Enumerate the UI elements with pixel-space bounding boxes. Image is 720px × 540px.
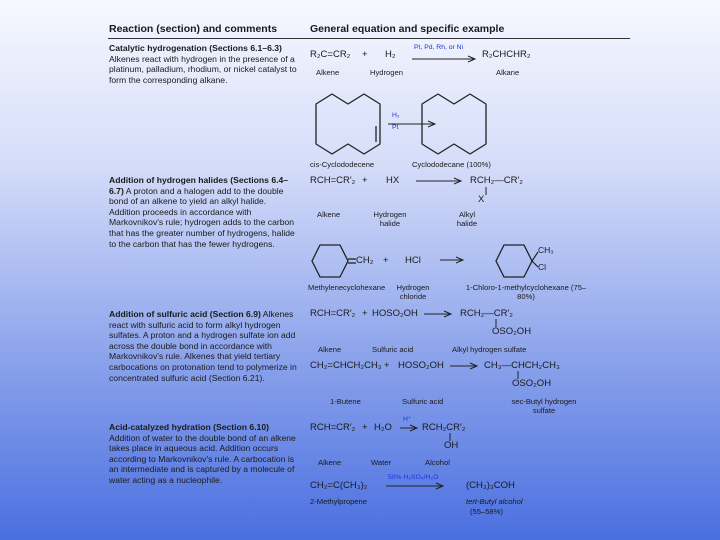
- section-body: Addition of water to the double bond of an alkene takes place in aqueous acid. Addition occurs according to Markovnikov's rule. A carbocation is an intermediate and is captured by a molecule of water acting as a nucleophile.: [109, 432, 296, 485]
- sec-butyl-sulfate-group: OSO₂OH: [512, 378, 552, 389]
- label-alkyl-hydrogen-sulfate: Alkyl hydrogen sulfate: [452, 345, 527, 354]
- label-alcohol: Alcohol: [425, 458, 450, 467]
- section-sulfuric-acid: [109, 309, 297, 383]
- plus-sign: +: [362, 308, 368, 319]
- label-cis-cyclododecene: cis-Cyclododecene: [310, 160, 375, 169]
- label-yield: (55–58%): [470, 507, 503, 516]
- hydrohalogenation-halide-x: X: [478, 194, 485, 205]
- column-header-reaction: Reaction (section) and comments: [109, 23, 278, 35]
- plus-sign: +: [383, 255, 389, 266]
- methylenecyclohexane-ring: [310, 243, 350, 283]
- hydration-reactant-water: H₂O: [374, 422, 392, 433]
- example-sulfuric-acid: HOSO₂OH: [398, 360, 444, 371]
- hydration-hydroxyl: OH: [444, 440, 459, 451]
- hydrohalogenation-reactant-alkene: RCH=CR′₂: [310, 175, 356, 186]
- cyclododecane-structure: [418, 92, 490, 156]
- section-hydrogen-halides: [109, 175, 297, 249]
- sulfuric-product: RCH₂—CR′₂: [460, 308, 513, 319]
- butene-reactant: CH₂=CHCH₂CH₃: [310, 360, 382, 371]
- label-alkene: Alkene: [317, 210, 341, 219]
- reaction-arrow: [416, 177, 464, 185]
- plus-sign: +: [384, 360, 390, 371]
- bond-line: [484, 187, 488, 197]
- plus-sign: +: [362, 422, 368, 433]
- section-body: A proton and a halogen add to the double bond of an alkene to yield an alkyl halide. Addition proceeds in accordance with Markovnikov's rule; hydrogen adds to the carbon that has the greater number of hydrogens, halide to the carbon that has the fewer hydrogens.: [109, 185, 295, 249]
- hydrogenation-product-alkane: R₂CHCHR₂: [482, 49, 531, 60]
- example-reagent-hcl: HCl: [405, 255, 421, 266]
- hydrogenation-reactant-hydrogen: H₂: [385, 49, 396, 60]
- section-title: Acid-catalyzed hydration (Section 6.10): [109, 422, 269, 432]
- sec-butyl-product: CH₃—CHCH₂CH₃: [484, 360, 560, 371]
- sulfuric-reactant-acid: HOSO₂OH: [372, 308, 418, 319]
- label-cyclododecane: Cyclododecane (100%): [412, 160, 491, 169]
- label-hydrogen-chloride: Hydrogen chloride: [396, 283, 430, 301]
- tert-butyl-alcohol-product: (CH₃)₃COH: [466, 480, 515, 491]
- hydrohalogenation-reactant-hx: HX: [386, 175, 400, 186]
- plus-sign: +: [362, 175, 368, 186]
- reaction-arrow: [386, 482, 446, 490]
- label-alkyl-halide: Alkyl halide: [456, 210, 478, 228]
- hydrogenation-reactant-alkene: R₂C=CR₂: [310, 49, 351, 60]
- label-hydrogen: Hydrogen: [370, 68, 403, 77]
- section-body: Alkenes react with sulfuric acid to form alkyl hydrogen sulfates. A proton and a hydrogen sulfate ion add across the double bond in accordance with Markovnikov's rule. Alkenes that yield tertiary carbocations on protonation tend to polymerize in concentrated sulfuric acid (Section 6.21).: [109, 309, 297, 383]
- hydration-product: RCH₂CR′₂: [422, 422, 466, 433]
- label-alkene: Alkene: [318, 458, 342, 467]
- section-title: Catalytic hydrogenation (Sections 6.1–6.3): [109, 43, 282, 53]
- label-sec-butyl-hydrogen-sulfate: sec-Butyl hydrogen sulfate: [511, 397, 577, 415]
- chloro-group: Cl: [538, 262, 547, 272]
- label-sulfuric-acid: Sulfuric acid: [372, 345, 414, 354]
- sulfuric-product-sulfate: OSO₂OH: [492, 326, 532, 337]
- reaction-arrow: [400, 424, 420, 432]
- section-title: Addition of sulfuric acid (Section 6.9): [109, 309, 261, 319]
- label-alkane: Alkane: [496, 68, 520, 77]
- label-hydrogen-halide: Hydrogen halide: [373, 210, 407, 228]
- plus-sign: +: [362, 49, 368, 60]
- reaction-arrow: [450, 362, 480, 370]
- label-water: Water: [371, 458, 391, 467]
- label-1-butene: 1-Butene: [330, 397, 361, 406]
- hydration-reactant-alkene: RCH=CR′₂: [310, 422, 356, 433]
- column-header-equation: General equation and specific example: [310, 23, 505, 35]
- methyl-group: CH₃: [538, 245, 554, 255]
- section-hydration: [109, 422, 297, 486]
- section-title: Addition of hydrogen halides (Sections 6.4–6.7): [109, 175, 289, 196]
- cis-cyclododecene-structure: [312, 92, 384, 156]
- reaction-arrow: [412, 55, 478, 63]
- label-sulfuric-acid: Sulfuric acid: [402, 397, 444, 406]
- sulfuric-reactant-alkene: RCH=CR′₂: [310, 308, 356, 319]
- example-catalyst-platinum: Pt: [392, 124, 399, 131]
- example-reagent-hydrogen: H₂: [392, 112, 400, 119]
- methylpropene-reactant: CH₂=C(CH₃)₂: [310, 480, 368, 491]
- hydration-example-catalyst: 50% H₂SO₄/H₂O: [388, 474, 439, 481]
- label-chloro-methylcyclohexane: 1-Chloro-1-methylcyclohexane (75–80%): [465, 283, 587, 301]
- label-tert-butyl-alcohol: tert-Butyl alcohol: [466, 497, 523, 506]
- label-alkene: Alkene: [316, 68, 340, 77]
- reaction-arrow: [440, 256, 466, 264]
- header-rule: [108, 38, 630, 39]
- label-methylenecyclohexane: Methylenecyclohexane: [308, 283, 386, 292]
- hydrogenation-catalyst: Pt, Pd, Rh, or Ni: [414, 44, 464, 51]
- section-body: Alkenes react with hydrogen in the presence of a platinum, palladium, rhodium, or nickel catalyst to form the corresponding alkane.: [109, 53, 297, 85]
- section-hydrogenation: [109, 43, 297, 85]
- hydration-catalyst-proton: H⁺: [403, 416, 412, 423]
- reaction-arrow: [424, 310, 454, 318]
- hydrohalogenation-product: RCH₂—CR′₂: [470, 175, 523, 186]
- chloromethylcyclohexane-ring: [494, 243, 538, 283]
- label-alkene: Alkene: [318, 345, 342, 354]
- methylene-group: CH₂: [356, 255, 374, 266]
- label-2-methylpropene: 2-Methylpropene: [310, 497, 367, 506]
